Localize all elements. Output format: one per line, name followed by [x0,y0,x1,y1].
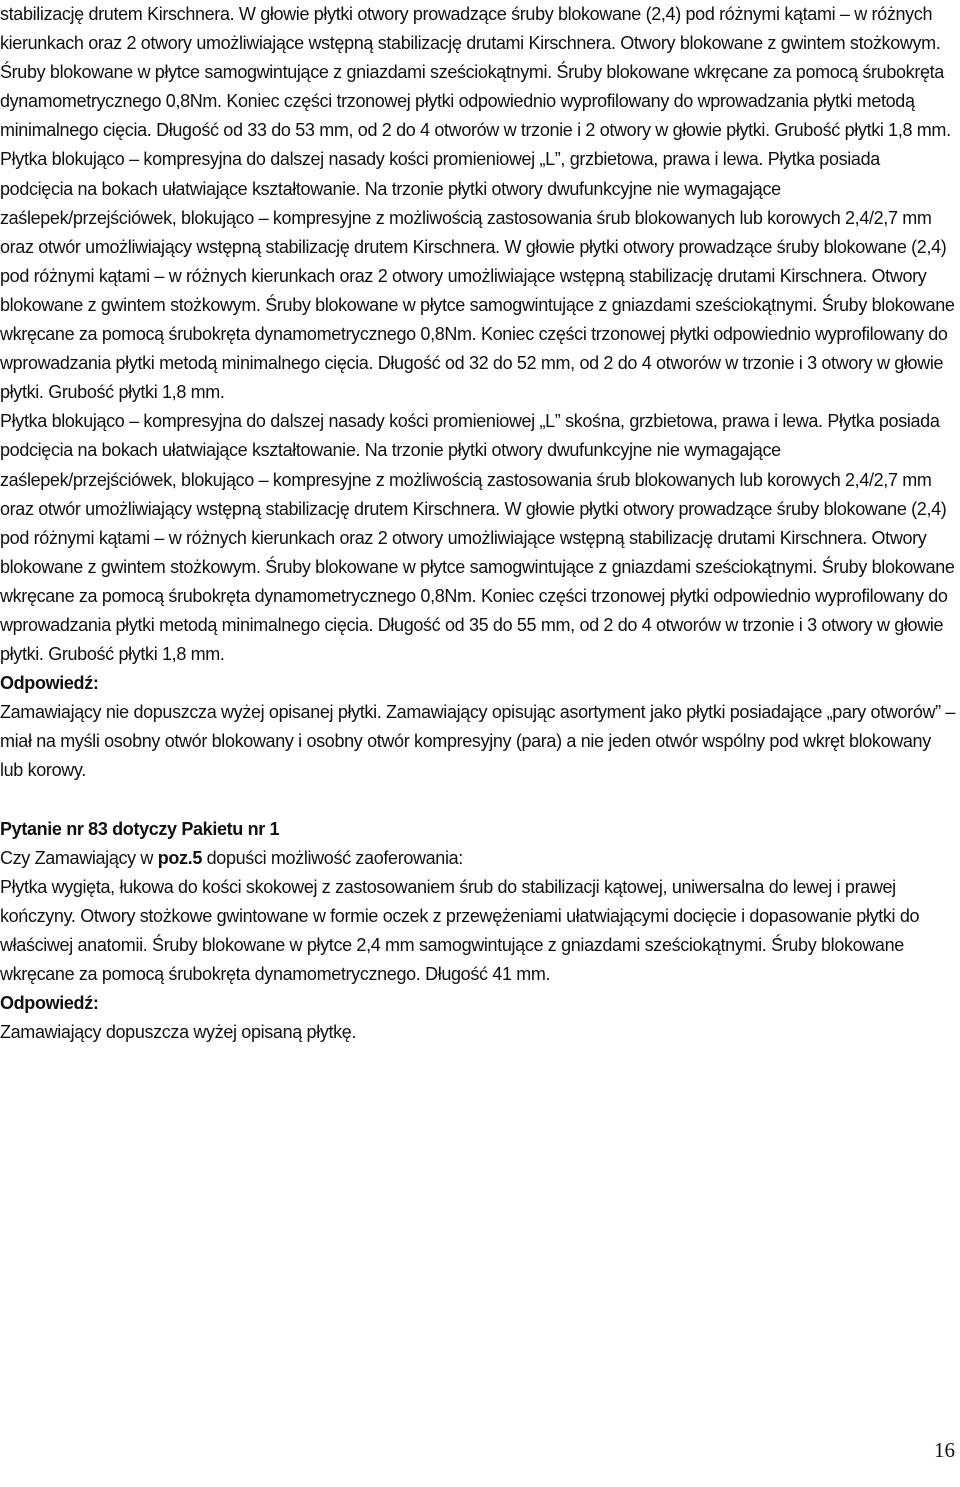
answer-label-2: Odpowiedź: [0,993,99,1014]
paragraph-plate-spec-2: Płytka blokująco – kompresyjna do dalszej nasady kości promieniowej „L”, grzbietowa, prawa i lewa. Płytka posiada podcięcia na bokach ułatwiające kształtowanie. Na trzonie płytki otwory dwufunkcyjne nie wymagające zaślepek/przejściówek, blokująco – kompresyjne z możliwością zastosowania śrub blokowanych lub korowych 2,4/2,7 mm oraz otwór umożliwiający wstępną stabilizację drutem Kirschnera. W głowie płytki otwory prowadzące śruby blokowane (2,4) pod różnymi kątami – w różnych kierunkach oraz 2 otwory umożliwiające wstępną stabilizację drutami Kirschnera. Otwory blokowane z gwintem stożkowym. Śruby blokowane w płytce samogwintujące z gniazdami sześciokątnymi. Śruby blokowane wkręcane za pomocą śrubokręta dynamometrycznego 0,8Nm. Koniec części trzonowej płytki odpowiednio wyprofilowany do wprowadzania płytki metodą minimalnego cięcia. Długość od 32 do 52 mm, od 2 do 4 otworów w trzonie i 3 otwory w głowie płytki. Grubość płytki 1,8 mm. [0,149,955,403]
page-number: 16 [934,1438,955,1462]
answer-label: Odpowiedź: [0,673,99,694]
paragraph-plate-spec-3: Płytka blokująco – kompresyjna do dalszej nasady kości promieniowej „L” skośna, grzbietowa, prawa i lewa. Płytka posiada podcięcia na bokach ułatwiające kształtowanie. Na trzonie płytki otwory dwufunkcyjne nie wymagające zaślepek/przejściówek, blokująco – kompresyjne z możliwością zastosowania śrub blokowanych lub korowych 2,4/2,7 mm oraz otwór umożliwiający wstępną stabilizację drutem Kirschnera. W głowie płytki otwory prowadzące śruby blokowane (2,4) pod różnymi kątami – w różnych kierunkach oraz 2 otwory umożliwiające wstępną stabilizację drutami Kirschnera. Otwory blokowane z gwintem stożkowym. Śruby blokowane w płytce samogwintujące z gniazdami sześciokątnymi. Śruby blokowane wkręcane za pomocą śrubokręta dynamometrycznego 0,8Nm. Koniec części trzonowej płytki odpowiednio wyprofilowany do wprowadzania płytki metodą minimalnego cięcia. Długość od 35 do 55 mm, od 2 do 4 otworów w trzonie i 3 otwory w głowie płytki. Grubość płytki 1,8 mm. [0,411,955,665]
question-intro [0,844,957,873]
answer-text: Zamawiający nie dopuszcza wyżej opisanej płytki. Zamawiający opisując asortyment jako płytki posiadające „pary otworów” – miał na myśli osobny otwór blokowany i osobny otwór kompresyjny (para) a nie jeden otwór wspólny pod wkręt blokowany lub korowy. [0,702,956,781]
paragraph-plate-spec-1: stabilizację drutem Kirschnera. W głowie płytki otwory prowadzące śruby blokowane (2,4) pod różnymi kątami – w różnych kierunkach oraz 2 otwory umożliwiające wstępną stabilizację drutami Kirschnera. Otwory blokowane z gwintem stożkowym. Śruby blokowane w płytce samogwintujące z gniazdami sześciokątnymi. Śruby blokowane wkręcane za pomocą śrubokręta dynamometrycznego 0,8Nm. Koniec części trzonowej płytki odpowiednio wyprofilowany do wprowadzania płytki metodą minimalnego cięcia. Długość od 33 do 53 mm, od 2 do 4 otworów w trzonie i 2 otwory w głowie płytki. Grubość płytki 1,8 mm. [0,4,951,141]
question-heading: Pytanie nr 83 dotyczy Pakietu nr 1 [0,818,280,839]
question-intro-prefix: Czy Zamawiający w [0,847,158,868]
question-body: Płytka wygięta, łukowa do kości skokowej z zastosowaniem śrub do stabilizacji kątowej, uniwersalna do lewej i prawej kończyny. Otwory stożkowe gwintowane w formie oczek z przewężeniami ułatwiającymi docięcie i dopasowanie płytki do właściwej anatomii. Śruby blokowane w płytce 2,4 mm samogwintujące z gniazdami sześciokątnymi. Śruby blokowane wkręcane za pomocą śrubokręta dynamometrycznego. Długość 41 mm. [0,876,920,985]
question-position: poz.5 [157,847,202,868]
spacer [0,786,957,815]
question-intro-suffix: dopuści możliwość zaoferowania: [202,847,463,868]
answer-text-2: Zamawiający dopuszcza wyżej opisaną płytkę. [0,1022,357,1043]
